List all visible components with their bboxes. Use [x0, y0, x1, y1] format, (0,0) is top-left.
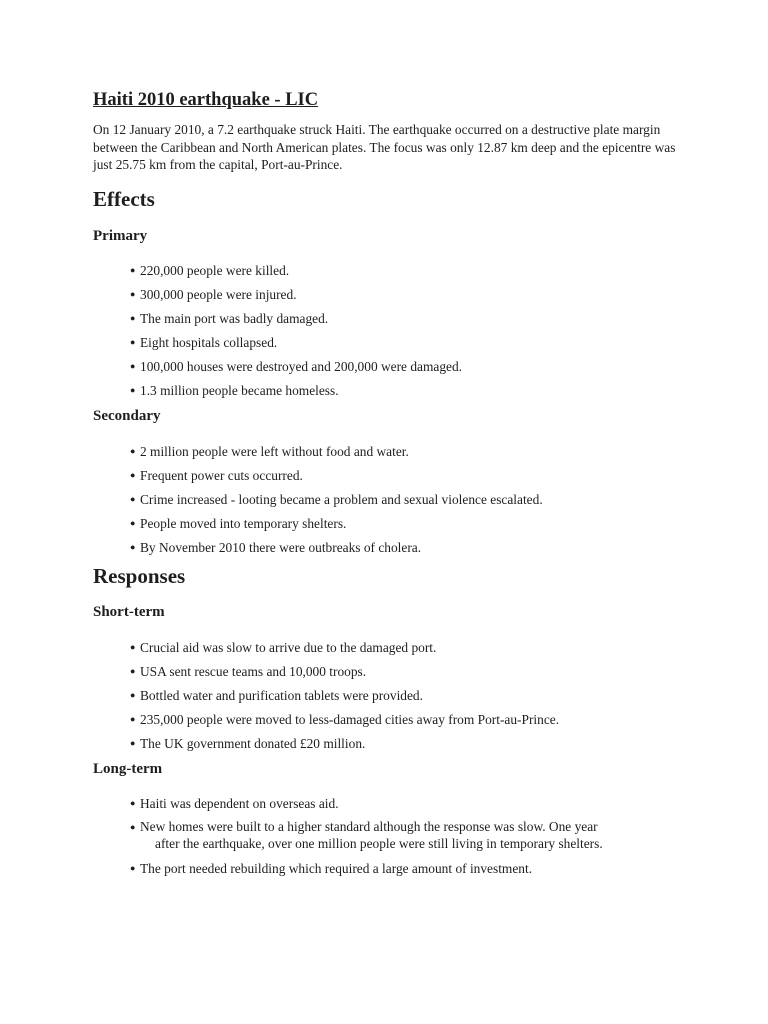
- list-item: ● 220,000 people were killed.: [130, 263, 290, 278]
- list-item: ● New homes were built to a higher standard although the response was slow. One year after the earthquake, over one million people were still living in temporary shelters.: [130, 819, 603, 851]
- bullet-icon: ●: [130, 666, 136, 676]
- short-term-heading: Short-term: [93, 604, 165, 620]
- bullet-icon: ●: [130, 518, 136, 528]
- bullet-icon: ●: [130, 265, 136, 275]
- list-item: ● By November 2010 there were outbreaks of cholera.: [130, 540, 422, 555]
- list-item: ● Frequent power cuts occurred.: [130, 468, 303, 483]
- bullet-icon: ●: [130, 714, 136, 724]
- bullet-icon: ●: [130, 822, 136, 832]
- long-term-heading: Long-term: [93, 761, 163, 777]
- list-item: ● Eight hospitals collapsed.: [130, 335, 278, 350]
- bullet-icon: ●: [130, 337, 136, 347]
- bullet-icon: ●: [130, 494, 136, 504]
- responses-heading: Responses: [93, 564, 186, 588]
- intro-paragraph: On 12 January 2010, a 7.2 earthquake struck Haiti. The earthquake occurred on a destructive plate margin between the Caribbean and North American plates. The focus was only 12.87 km deep and the epicentre was just 25.75 km from the capital, Port-au-Prince.: [93, 122, 676, 172]
- bullet-icon: ●: [130, 690, 136, 700]
- bullet-icon: ●: [130, 361, 136, 371]
- list-item: ● The main port was badly damaged.: [130, 311, 329, 326]
- secondary-heading: Secondary: [93, 408, 161, 424]
- bullet-icon: ●: [130, 470, 136, 480]
- list-item: ● Bottled water and purification tablets were provided.: [130, 688, 423, 703]
- bullet-icon: ●: [130, 642, 136, 652]
- list-item: ● Crucial aid was slow to arrive due to the damaged port.: [130, 640, 437, 655]
- list-item: ● 100,000 houses were destroyed and 200,000 were damaged.: [130, 359, 463, 374]
- long-term-responses-list: [130, 795, 690, 884]
- list-item: ● Crime increased - looting became a problem and sexual violence escalated.: [130, 492, 543, 507]
- list-item: ● The port needed rebuilding which required a large amount of investment.: [130, 861, 533, 876]
- document-title: Haiti 2010 earthquake - LIC: [93, 90, 319, 110]
- effects-heading: Effects: [93, 187, 155, 211]
- secondary-effects-list: [130, 443, 690, 563]
- list-item: ● 1.3 million people became homeless.: [130, 383, 339, 398]
- bullet-icon: ●: [130, 289, 136, 299]
- list-item: ● People moved into temporary shelters.: [130, 516, 347, 531]
- list-item: ● 2 million people were left without food and water.: [130, 444, 409, 459]
- bullet-icon: ●: [130, 863, 136, 873]
- list-item: ● USA sent rescue teams and 10,000 troops.: [130, 664, 367, 679]
- short-term-responses-list: [130, 639, 690, 759]
- bullet-icon: ●: [130, 542, 136, 552]
- bullet-icon: ●: [130, 446, 136, 456]
- bullet-icon: ●: [130, 385, 136, 395]
- primary-effects-list: [130, 262, 690, 406]
- list-item: ● 235,000 people were moved to less-damaged cities away from Port-au-Prince.: [130, 712, 560, 727]
- list-item: ● Haiti was dependent on overseas aid.: [130, 796, 339, 811]
- primary-heading: Primary: [93, 228, 148, 244]
- bullet-icon: ●: [130, 798, 136, 808]
- list-item: ● 300,000 people were injured.: [130, 287, 297, 302]
- bullet-icon: ●: [130, 313, 136, 323]
- list-item: ● The UK government donated £20 million.: [130, 736, 366, 751]
- bullet-icon: ●: [130, 738, 136, 748]
